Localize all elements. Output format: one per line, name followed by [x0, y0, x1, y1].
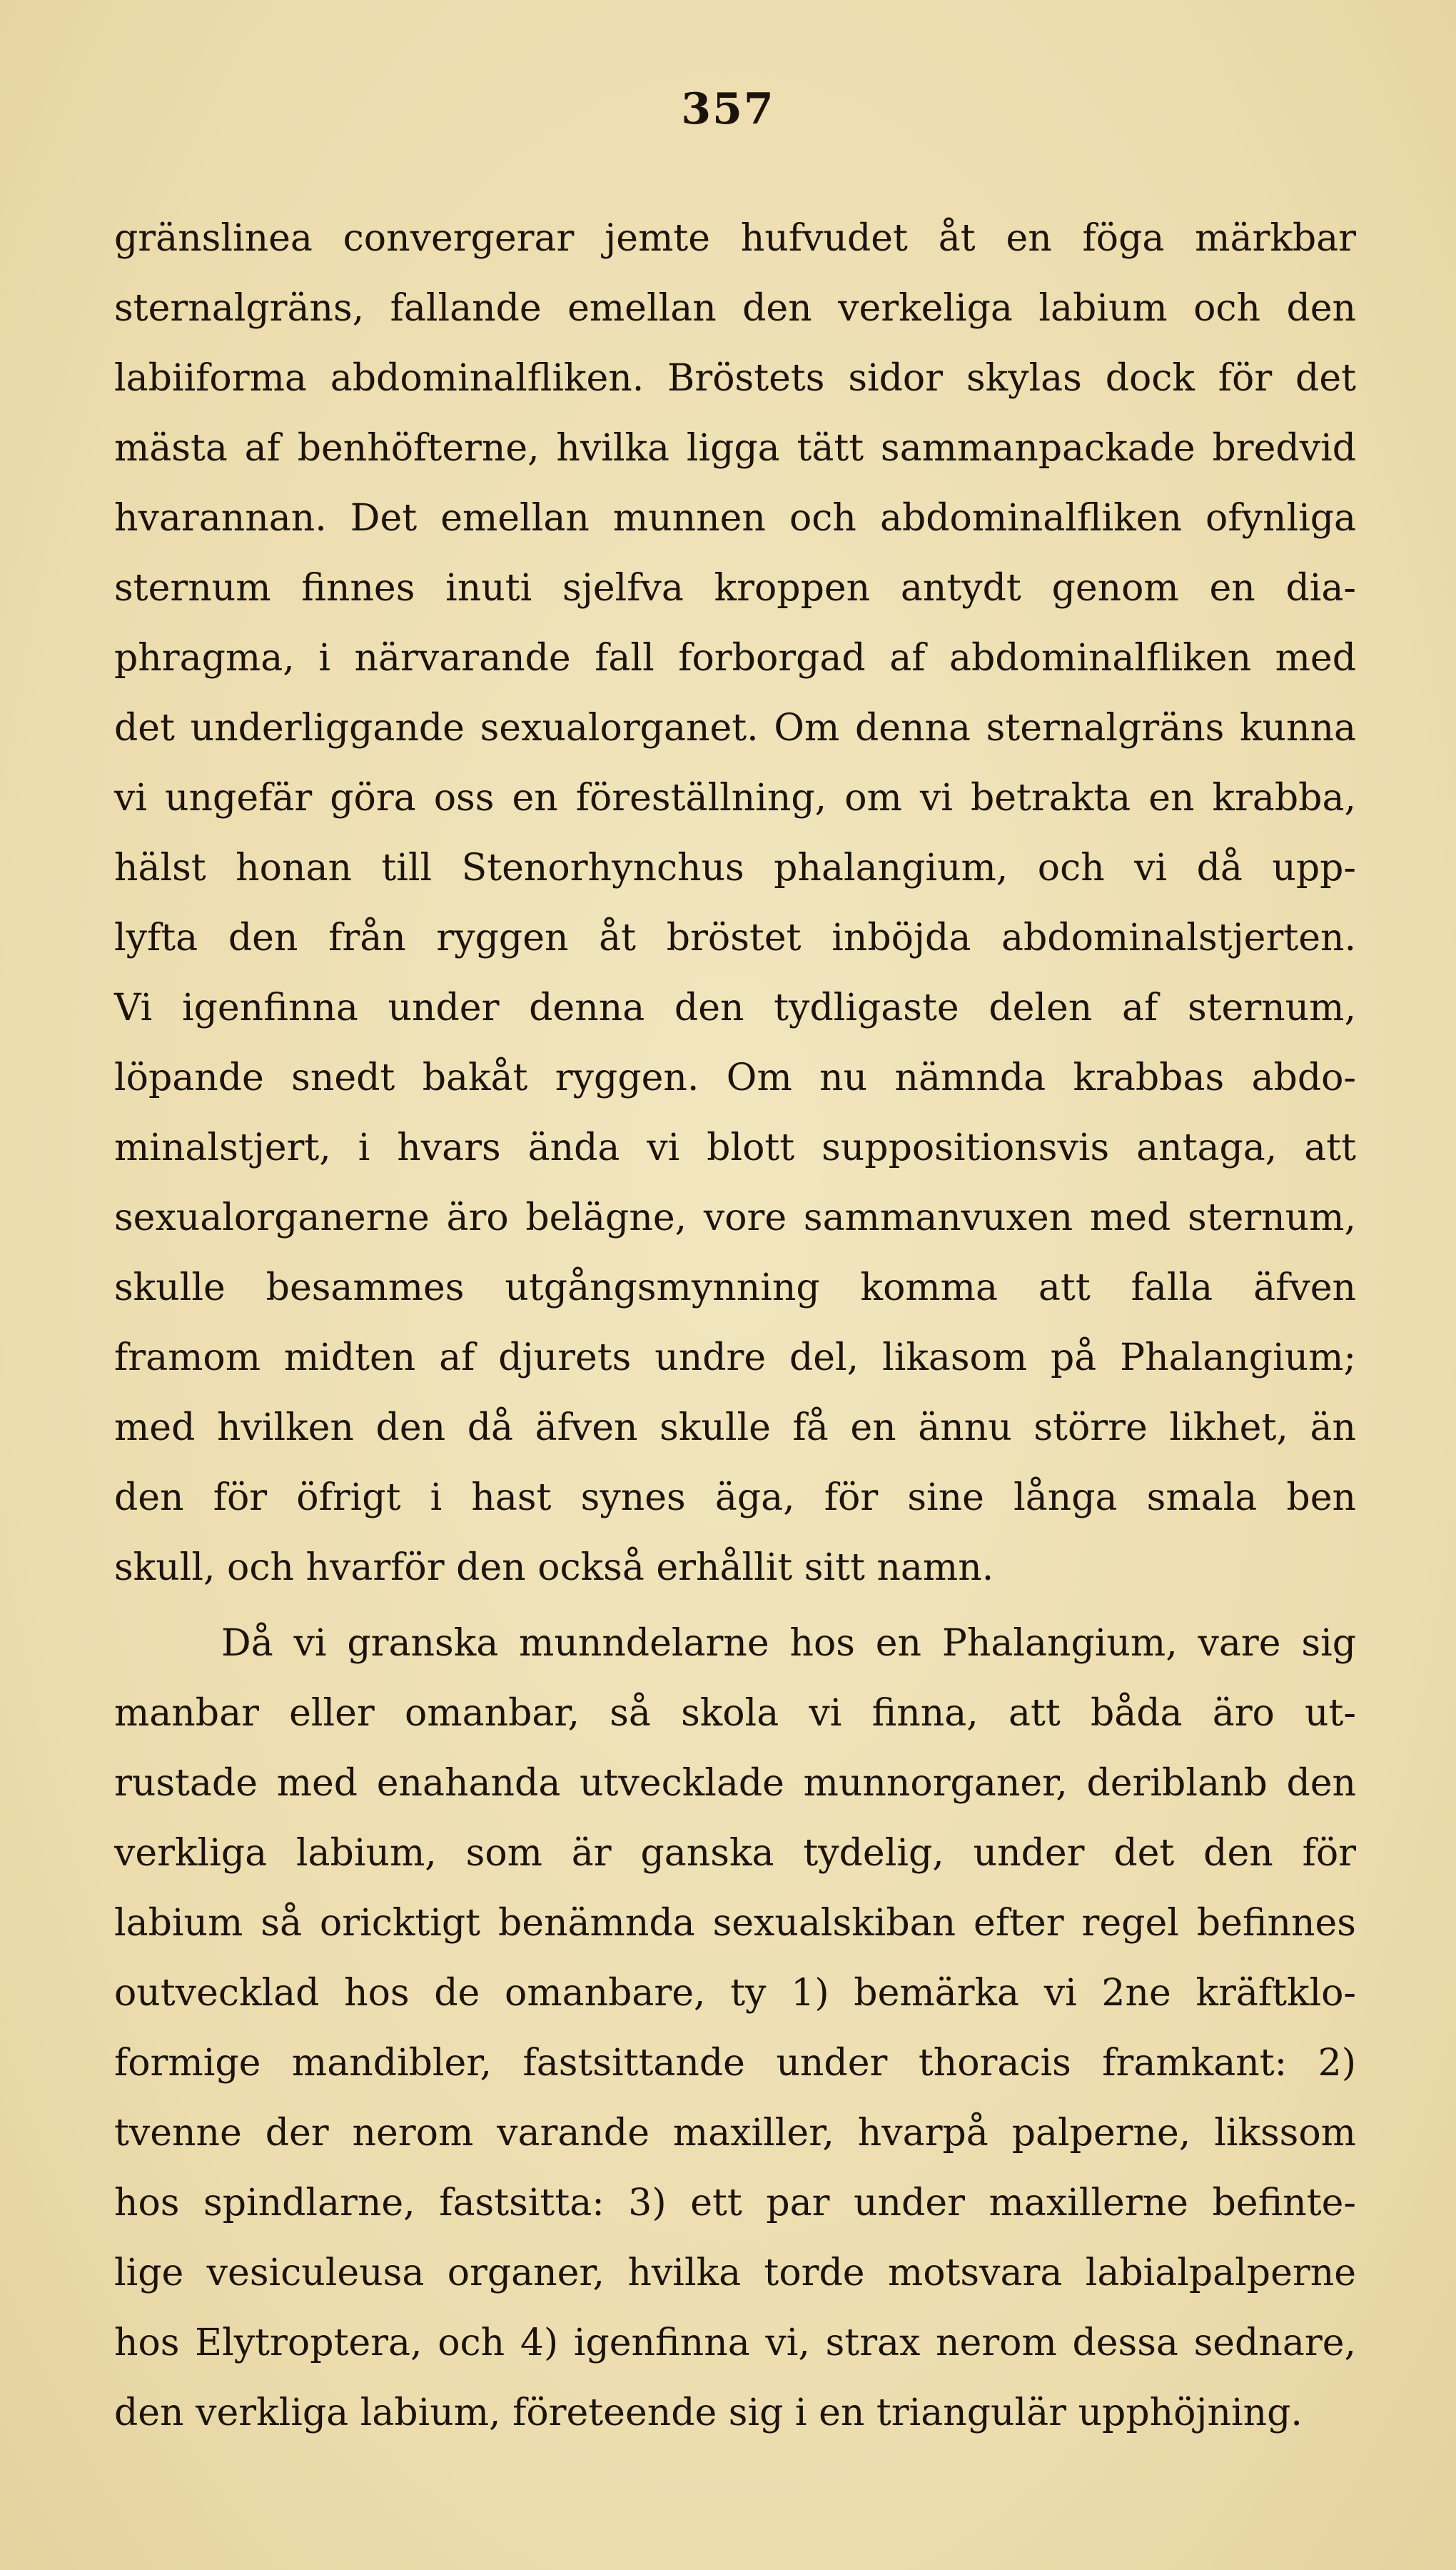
text-line: Då vi granska munndelarne hos en Phalangium, vare sig: [221, 1622, 1356, 1665]
text-line: verkliga labium, som är ganska tydelig, under det den för: [114, 1832, 1356, 1875]
text-line: skulle besammes utgångsmynning komma att falla äfven: [114, 1266, 1356, 1309]
text-line: Vi igenfinna under denna den tydligaste delen af sternum,: [114, 987, 1356, 1029]
text-line: vi ungefär göra oss en föreställning, om vi betrakta en krabba,: [114, 777, 1356, 820]
text-line: det underliggande sexualorganet. Om denna sternalgräns kunna: [114, 707, 1356, 750]
text-line: skull, och hvarför den också erhållit sitt namn.: [114, 1546, 994, 1589]
text-line: formige mandibler, fastsittande under thoracis framkant: 2): [114, 2042, 1356, 2085]
text-line: rustade med enahanda utvecklade munnorganer, deriblanb den: [114, 1762, 1356, 1805]
text-line: lige vesiculeusa organer, hvilka torde motsvara labialpalperne: [114, 2252, 1356, 2294]
text-line: den verkliga labium, företeende sig i en triangulär upphöjning.: [114, 2392, 1303, 2434]
paragraph-1: [114, 203, 1356, 1603]
text-line: framom midten af djurets undre del, likasom på Phalangium;: [114, 1336, 1356, 1379]
text-line: tvenne der nerom varande maxiller, hvarpå palperne, likssom: [114, 2112, 1356, 2155]
text-line: manbar eller omanbar, så skola vi finna, att båda äro ut-: [114, 1692, 1356, 1735]
text-line: sternalgräns, fallande emellan den verkeliga labium och den: [114, 287, 1356, 330]
text-line: sternum finnes inuti sjelfva kroppen antydt genom en dia-: [114, 567, 1356, 610]
text-line: labium så oricktigt benämnda sexualskiban efter regel befinnes: [114, 1902, 1356, 1945]
text-line: phragma, i närvarande fall forborgad af abdominalfliken med: [114, 637, 1356, 680]
text-line: den för öfrigt i hast synes äga, för sine långa smala ben: [114, 1476, 1356, 1519]
text-line: lyfta den från ryggen åt bröstet inböjda abdominalstjerten.: [114, 917, 1356, 959]
text-line: hälst honan till Stenorhynchus phalangium, och vi då upp-: [114, 847, 1356, 890]
text-line: labiiforma abdominalfliken. Bröstets sidor skylas dock för det: [114, 357, 1356, 400]
text-line: minalstjert, i hvars ända vi blott suppositionsvis antaga, att: [114, 1127, 1356, 1169]
text-line: löpande snedt bakåt ryggen. Om nu nämnda krabbas abdo-: [114, 1057, 1356, 1099]
text-line: outvecklad hos de omanbare, ty 1) bemärka vi 2ne kräftklo-: [114, 1972, 1356, 2015]
paragraph-2: [114, 1608, 1356, 2448]
page-number: 357: [681, 84, 775, 134]
text-line: med hvilken den då äfven skulle få en ännu större likhet, än: [114, 1406, 1356, 1449]
text-line: mästa af benhöfterne, hvilka ligga tätt sammanpackade bredvid: [114, 427, 1356, 470]
text-line: hvarannan. Det emellan munnen och abdominalfliken ofynliga: [114, 497, 1356, 540]
text-line: hos spindlarne, fastsitta: 3) ett par under maxillerne befinte-: [114, 2182, 1356, 2224]
text-line: gränslinea convergerar jemte hufvudet åt en föga märkbar: [114, 217, 1356, 260]
text-line: hos Elytroptera, och 4) igenfinna vi, strax nerom dessa sednare,: [114, 2322, 1356, 2364]
text-line: sexualorganerne äro belägne, vore sammanvuxen med sternum,: [114, 1196, 1356, 1239]
